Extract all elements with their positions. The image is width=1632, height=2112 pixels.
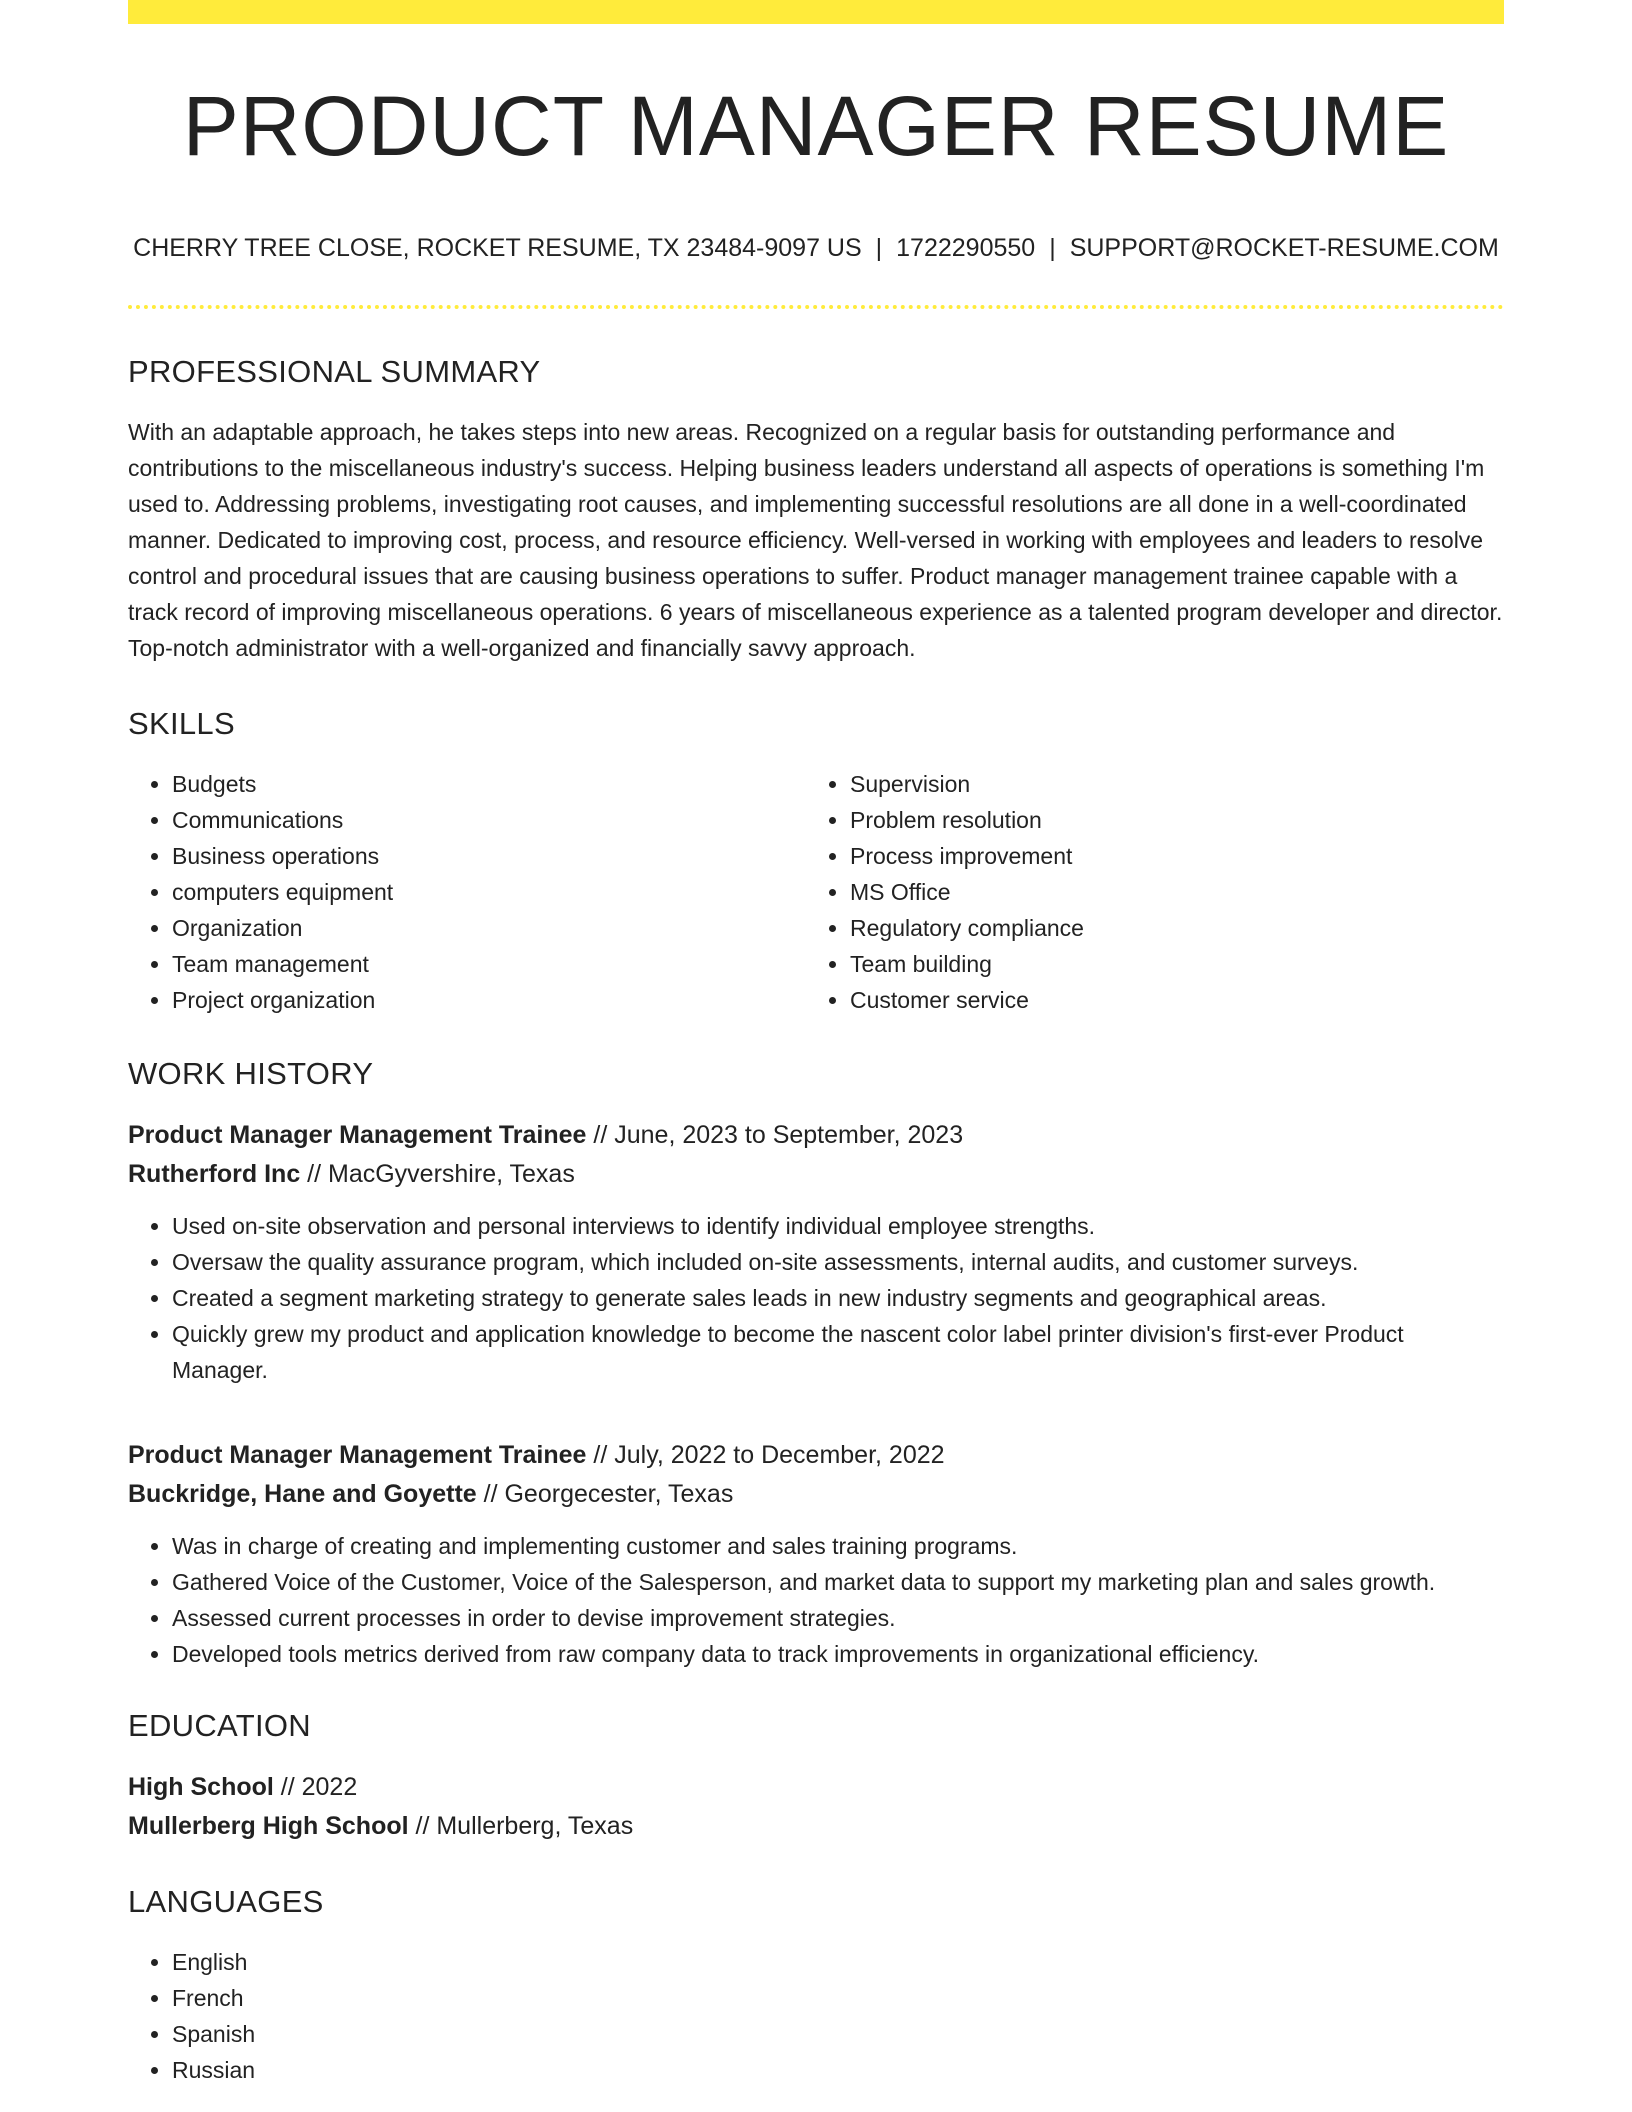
dotted-divider <box>128 305 1504 309</box>
education-school-line <box>128 1807 1504 1846</box>
skills-column-left <box>128 766 806 1018</box>
job-dates: // July, 2022 to December, 2022 <box>586 1441 945 1469</box>
education-degree-line <box>128 1768 1504 1807</box>
skill-item: • Customer service <box>850 982 1484 1018</box>
job-company: Rutherford Inc <box>128 1160 301 1188</box>
skill-item: • Business operations <box>172 838 806 874</box>
skill-item: • Problem resolution <box>850 802 1484 838</box>
job-company-line <box>128 1475 1504 1514</box>
job-title: Product Manager Management Trainee <box>128 1121 587 1149</box>
job-bullet: • Was in charge of creating and implementing customer and sales training programs. <box>172 1528 1504 1564</box>
job-title-line <box>128 1436 1504 1475</box>
top-accent-bar <box>128 0 1504 24</box>
job-title: Product Manager Management Trainee <box>128 1441 587 1469</box>
skill-item: • Supervision <box>850 766 1484 802</box>
education-school: Mullerberg High School <box>128 1812 409 1840</box>
skill-item: • Communications <box>172 802 806 838</box>
skill-item: • Project organization <box>172 982 806 1018</box>
job-bullets <box>128 1528 1504 1672</box>
resume-title: PRODUCT MANAGER RESUME <box>182 79 1450 173</box>
job-entry <box>128 1116 1504 1388</box>
job-entry <box>128 1436 1504 1672</box>
education-location: // Mullerberg, Texas <box>408 1812 634 1840</box>
job-company: Buckridge, Hane and Goyette <box>128 1480 477 1508</box>
skills-grid <box>128 766 1504 1018</box>
contact-separator: | <box>875 234 883 262</box>
job-location: // MacGyvershire, Texas <box>300 1160 575 1188</box>
education-year: // 2022 <box>273 1773 358 1801</box>
job-bullet: • Quickly grew my product and application knowledge to become the nascent color label printer division's first-ever Product Manager. <box>172 1316 1504 1388</box>
job-bullet: • Developed tools metrics derived from raw company data to track improvements in organizational efficiency. <box>172 1636 1504 1672</box>
skill-item: • Organization <box>172 910 806 946</box>
job-bullet: • Assessed current processes in order to devise improvement strategies. <box>172 1600 1504 1636</box>
languages-list <box>128 1944 1504 2088</box>
education-heading: EDUCATION <box>128 1708 311 1743</box>
job-location: // Georgecester, Texas <box>476 1480 734 1508</box>
job-dates: // June, 2023 to September, 2023 <box>586 1121 964 1149</box>
summary-heading: PROFESSIONAL SUMMARY <box>128 354 541 389</box>
education-entry <box>128 1768 1504 1846</box>
job-bullet: • Gathered Voice of the Customer, Voice of the Salesperson, and market data to support my marketing plan and sales growth. <box>172 1564 1504 1600</box>
skill-item: • computers equipment <box>172 874 806 910</box>
job-bullet: • Created a segment marketing strategy to generate sales leads in new industry segments and geographical areas. <box>172 1280 1504 1316</box>
education-degree: High School <box>128 1773 274 1801</box>
skill-item: • Regulatory compliance <box>850 910 1484 946</box>
skills-heading: SKILLS <box>128 706 235 741</box>
skill-item: • Process improvement <box>850 838 1484 874</box>
language-item: • Spanish <box>172 2016 1504 2052</box>
job-bullets <box>128 1208 1504 1388</box>
language-item: • French <box>172 1980 1504 2016</box>
contact-separator: | <box>1049 234 1056 262</box>
language-item: • English <box>172 1944 1504 1980</box>
job-title-line <box>128 1116 1504 1155</box>
skill-item: • Team building <box>850 946 1484 982</box>
contact-line <box>128 234 1504 263</box>
languages-heading: LANGUAGES <box>128 1884 324 1919</box>
skill-item: • Budgets <box>172 766 806 802</box>
phone: 1722290550 <box>896 234 1036 262</box>
job-bullet: • Oversaw the quality assurance program, which included on-site assessments, internal audits, and customer surveys. <box>172 1244 1504 1280</box>
work-history-heading: WORK HISTORY <box>128 1056 374 1091</box>
skills-column-right <box>806 766 1484 1018</box>
language-item: • Russian <box>172 2052 1504 2088</box>
job-company-line <box>128 1155 1504 1194</box>
summary-text: With an adaptable approach, he takes steps into new areas. Recognized on a regular basis for outstanding performance and contributions to the miscellaneous industry's success. Helping business leaders understand all aspects of operations is something I'm used to. Addressing problems, investigating root causes, and implementing successful resolutions are all done in a well-coordinated manner. Dedicated to improving cost, process, and resource efficiency. Well-versed in working with employees and leaders to resolve control and procedural issues that are causing business operations to suffer. Product manager management trainee capable with a track record of improving miscellaneous operations. 6 years of miscellaneous experience as a talented program developer and director. Top-notch administrator with a well-organized and financially savvy approach. <box>128 419 1503 661</box>
resume-page <box>128 0 1504 2088</box>
skill-item: • MS Office <box>850 874 1484 910</box>
address: CHERRY TREE CLOSE, ROCKET RESUME, TX 23484-9097 US <box>133 234 862 262</box>
job-bullet: • Used on-site observation and personal interviews to identify individual employee strengths. <box>172 1208 1504 1244</box>
email: SUPPORT@ROCKET-RESUME.COM <box>1069 234 1499 262</box>
skill-item: • Team management <box>172 946 806 982</box>
